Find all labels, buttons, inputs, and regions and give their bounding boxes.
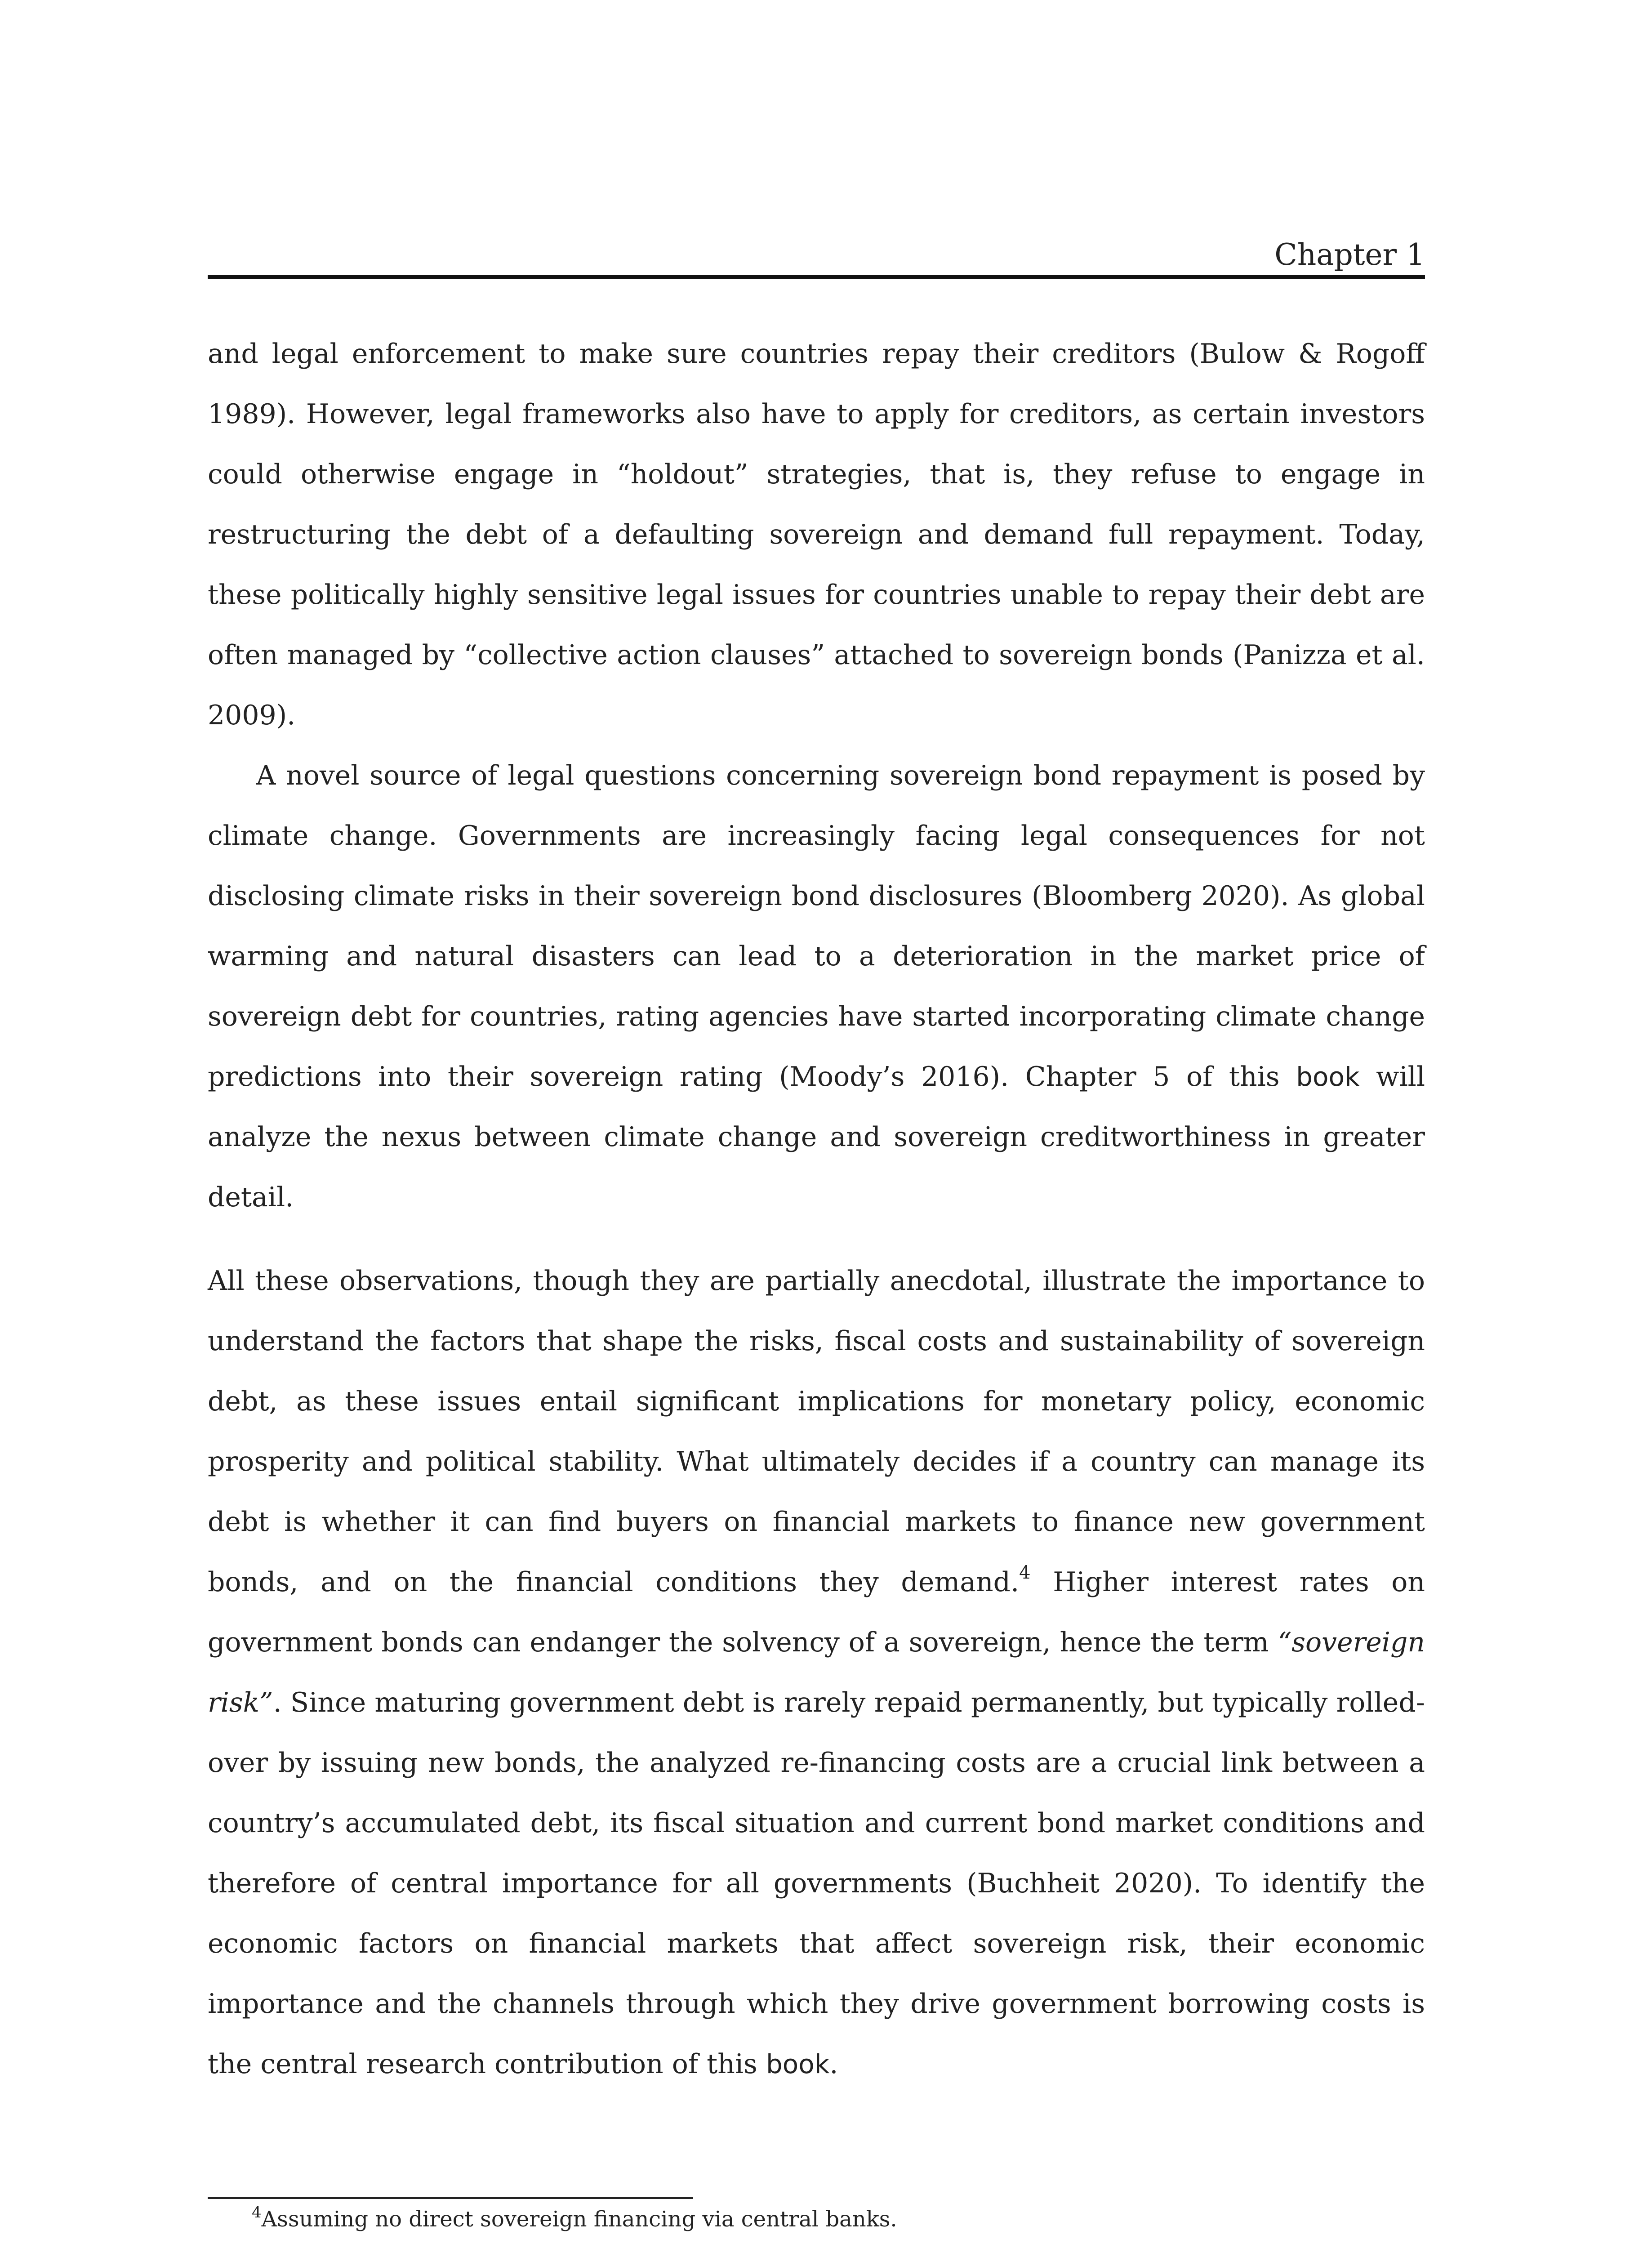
sovereign-risk-term: “sovereign risk” bbox=[208, 1627, 1425, 1718]
paragraph-2-text-b: will analyze the nexus between climate change and sovereign creditworthiness in greater detail. bbox=[208, 1061, 1425, 1213]
paragraph-3-text-b: Higher interest rates on government bonds can endanger the solvency of a sovereign, hence the term bbox=[208, 1566, 1425, 1658]
paragraph-2-text-a: A novel source of legal questions concerning sovereign bond repayment is posed by climate change. Governments are increasingly facing legal consequences for not disclosing climate risks in their sovereign bond disclosures (Bloomberg 2020). As global warming and natural disasters can lead to a deterioration in the market price of sovereign debt for countries, rating agencies have started incorporating climate change predictions into their sovereign rating (Moody’s 2016). Chapter 5 of this bbox=[208, 760, 1425, 1093]
footnote-reference: 4 bbox=[1019, 1562, 1031, 1583]
running-header bbox=[208, 234, 1425, 279]
chapter-label: Chapter 1 bbox=[1274, 237, 1425, 272]
paragraph-2-book-word: book bbox=[1296, 1062, 1360, 1092]
footnote-text: Assuming no direct sovereign financing via central banks. bbox=[261, 2207, 897, 2232]
paragraph-1-text: and legal enforcement to make sure countries repay their creditors (Bulow & Rogoff 1989). However, legal frameworks also have to apply for creditors, as certain investors could otherwise engage in “holdout” strategies, that is, they refuse to engage in restructuring the debt of a defaulting sovereign and demand full repayment. Today, these politically highly sensitive legal issues for countries unable to repay their debt are often managed by “collective action clauses” attached to sovereign bonds (Panizza et al. 2009). bbox=[208, 338, 1425, 731]
paragraph-3 bbox=[208, 1251, 1425, 2094]
paragraph-3-text-a: All these observations, though they are partially anecdotal, illustrate the importance to understand the factors that shape the risks, fiscal costs and sustainability of sovereign debt, as these issues entail significant implications for monetary policy, economic prosperity and political stability. What ultimately decides if a country can manage its debt is whether it can find buyers on financial markets to finance new government bonds, and on the financial conditions they demand. bbox=[208, 1265, 1425, 1598]
paragraph-3-book-word: book bbox=[766, 2049, 830, 2079]
footnote bbox=[252, 2203, 897, 2235]
paragraph-3-text-c: . Since maturing government debt is rarely repaid permanently, but typically rolled-over by issuing new bonds, the analyzed re-financing costs are a crucial link between a country’s accumulated debt, its fiscal situation and current bond market conditions and therefore of central importance for all governments (Buchheit 2020). To identify the economic factors on financial markets that affect sovereign risk, their economic importance and the channels through which they drive government borrowing costs is the central research contribution of this bbox=[208, 1687, 1425, 2080]
paragraph-3-text-d: . bbox=[829, 2048, 838, 2080]
paragraph-1 bbox=[208, 324, 1425, 745]
footnote-mark: 4 bbox=[252, 2203, 262, 2221]
paragraph-2 bbox=[208, 745, 1425, 1227]
body-text bbox=[208, 324, 1425, 2094]
footnote-divider bbox=[208, 2197, 693, 2199]
